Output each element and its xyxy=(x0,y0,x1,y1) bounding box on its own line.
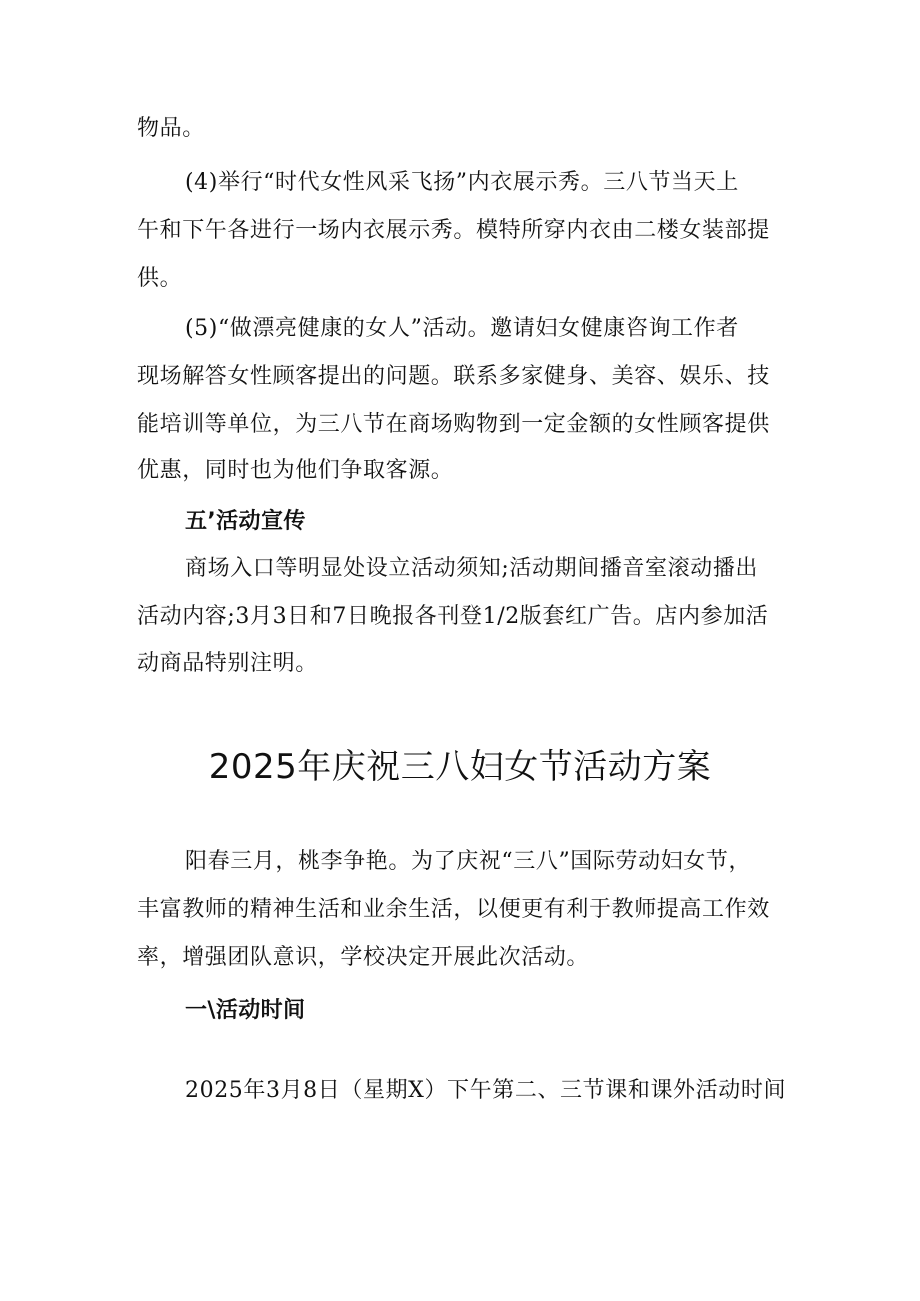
paragraph-line: 动商品特别注明。 xyxy=(137,651,318,676)
paragraph-line: 优惠，同时也为他们争取客源。 xyxy=(137,458,454,483)
paragraph-line: (4)举行“时代女性风采飞扬”内衣展示秀。三八节当天上 xyxy=(185,170,739,195)
paragraph-line: 供。 xyxy=(137,266,183,291)
paragraph-line: 物品。 xyxy=(137,116,205,141)
paragraph-line: 阳春三月，桃李争艳。为了庆祝“三八”国际劳动妇女节， xyxy=(185,849,752,874)
paragraph-line: (5)“做漂亮健康的女人”活动。邀请妇女健康咨询工作者 xyxy=(185,316,739,341)
section-heading: 五’活动宣传 xyxy=(185,509,306,534)
paragraph-line: 丰富教师的精神生活和业余生活，以便更有利于教师提高工作效 xyxy=(137,897,770,922)
paragraph-line: 商场入口等明显处设立活动须知;活动期间播音室滚动播出 xyxy=(185,556,759,581)
paragraph-line: 率，增强团队意识，学校决定开展此次活动。 xyxy=(137,945,590,970)
paragraph-line: 午和下午各进行一场内衣展示秀。模特所穿内衣由二楼女装部提 xyxy=(137,218,770,243)
section-heading: 一\活动时间 xyxy=(185,998,306,1023)
paragraph-line: 活动内容;3月3日和7日晚报各刊登1/2版套红广告。店内参加活 xyxy=(137,604,769,629)
paragraph-line: 2025年3月8日（星期X）下午第二、三节课和课外活动时间 xyxy=(185,1078,787,1103)
paragraph-line: 能培训等单位，为三八节在商场购物到一定金额的女性顾客提供 xyxy=(137,412,770,437)
document-title: 2025年庆祝三八妇女节活动方案 xyxy=(208,747,712,787)
paragraph-line: 现场解答女性顾客提出的问题。联系多家健身、美容、娱乐、技 xyxy=(137,364,770,389)
